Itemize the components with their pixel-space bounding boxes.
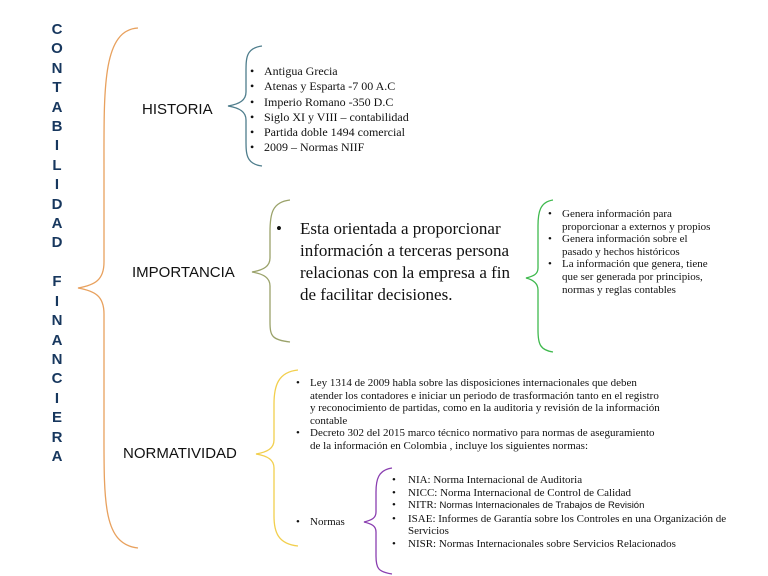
title-letter: A <box>51 447 63 465</box>
normatividad-brace <box>256 370 298 546</box>
list-item: • Siglo XI y VIII – contabilidad <box>248 110 409 125</box>
importancia-main-text: • Esta orientada a proporcionar información a terceras persona relacionas con la empresa a fin de facilitar decisiones. <box>276 218 526 306</box>
title-letter: A <box>51 98 63 116</box>
norma-item <box>390 538 730 551</box>
norma-item <box>390 474 730 487</box>
importancia-label: IMPORTANCIA <box>132 264 235 281</box>
title-letter: A <box>51 331 63 349</box>
title-letter: I <box>54 389 60 407</box>
normas-label: Normas <box>310 516 345 528</box>
list-item: • Genera información sobre el pasado y hechos históricos <box>546 233 718 258</box>
norma-text: Informes de Garantía sobre los Controles en una Organización de Servicios <box>408 512 727 538</box>
norma-code: NIA: <box>408 474 431 486</box>
normas-list <box>390 474 730 551</box>
norma-text: Normas Internacionales de Trabajos de Revisión <box>439 500 645 512</box>
norma-code: NITR: <box>408 499 437 512</box>
title-letter: B <box>51 118 63 136</box>
title-letter: O <box>51 40 63 58</box>
normas-brace <box>364 468 392 574</box>
title-letter: A <box>51 215 63 233</box>
list-item: • Atenas y Esparta -7 00 A.C <box>248 79 409 94</box>
norma-code: NISR: <box>408 537 437 550</box>
list-item: • Ley 1314 de 2009 habla sobre las disposiciones internacionales que deben atender los contadores e iniciar un periodo de trasformación tanto en el registro y reconocimiento de partidas, como en la auditoria y revisión de la información contable <box>294 377 674 427</box>
list-item: • La información que genera, tiene que ser generada por principios, normas y reglas contables <box>546 258 718 296</box>
importancia-main <box>276 218 526 306</box>
normatividad-label: NORMATIVIDAD <box>123 445 237 462</box>
title-letter: C <box>51 370 63 388</box>
main-brace <box>78 28 138 548</box>
title-letter: N <box>51 350 63 368</box>
historia-list <box>248 64 409 156</box>
norma-item <box>390 487 730 500</box>
list-item: • Partida doble 1494 comercial <box>248 125 409 140</box>
norma-item <box>390 499 730 513</box>
list-item: • Antigua Grecia <box>248 64 409 79</box>
historia-label: HISTORIA <box>142 101 213 118</box>
title-letter: R <box>51 428 63 446</box>
title-letter: F <box>52 273 62 291</box>
title-letter: D <box>51 195 63 213</box>
norma-text: Normas Internacionales sobre Servicios Relacionados <box>438 537 676 550</box>
importancia-detail-list <box>546 208 718 296</box>
title-letter: C <box>51 21 63 38</box>
norma-item <box>390 513 730 538</box>
normas-item <box>294 516 345 528</box>
list-item: • 2009 – Normas NIIF <box>248 140 409 155</box>
title-letter: E <box>51 409 62 427</box>
norma-code: ISAE: <box>408 512 436 525</box>
norma-text: Norma Internacional de Auditoria <box>433 474 583 486</box>
list-item: • Imperio Romano -350 D.C <box>248 95 409 110</box>
norma-text: Norma Internacional de Control de Calidad <box>440 486 632 499</box>
title-letter: I <box>54 176 60 194</box>
title-letter: I <box>54 292 60 310</box>
title-letter: N <box>51 59 63 77</box>
normatividad-list <box>294 377 674 453</box>
list-item: • Decreto 302 del 2015 marco técnico normativo para normas de aseguramiento de la información en Colombia , incluye los siguientes normas: <box>294 427 674 452</box>
norma-code: NICC: <box>408 486 438 499</box>
title-letter: I <box>54 137 60 155</box>
list-item: • Genera información para proporcionar a externos y propios <box>546 208 718 233</box>
title-letter: N <box>51 312 63 330</box>
title-letter: T <box>52 79 62 97</box>
title-letter: D <box>51 234 63 252</box>
title-letter: L <box>52 156 62 174</box>
